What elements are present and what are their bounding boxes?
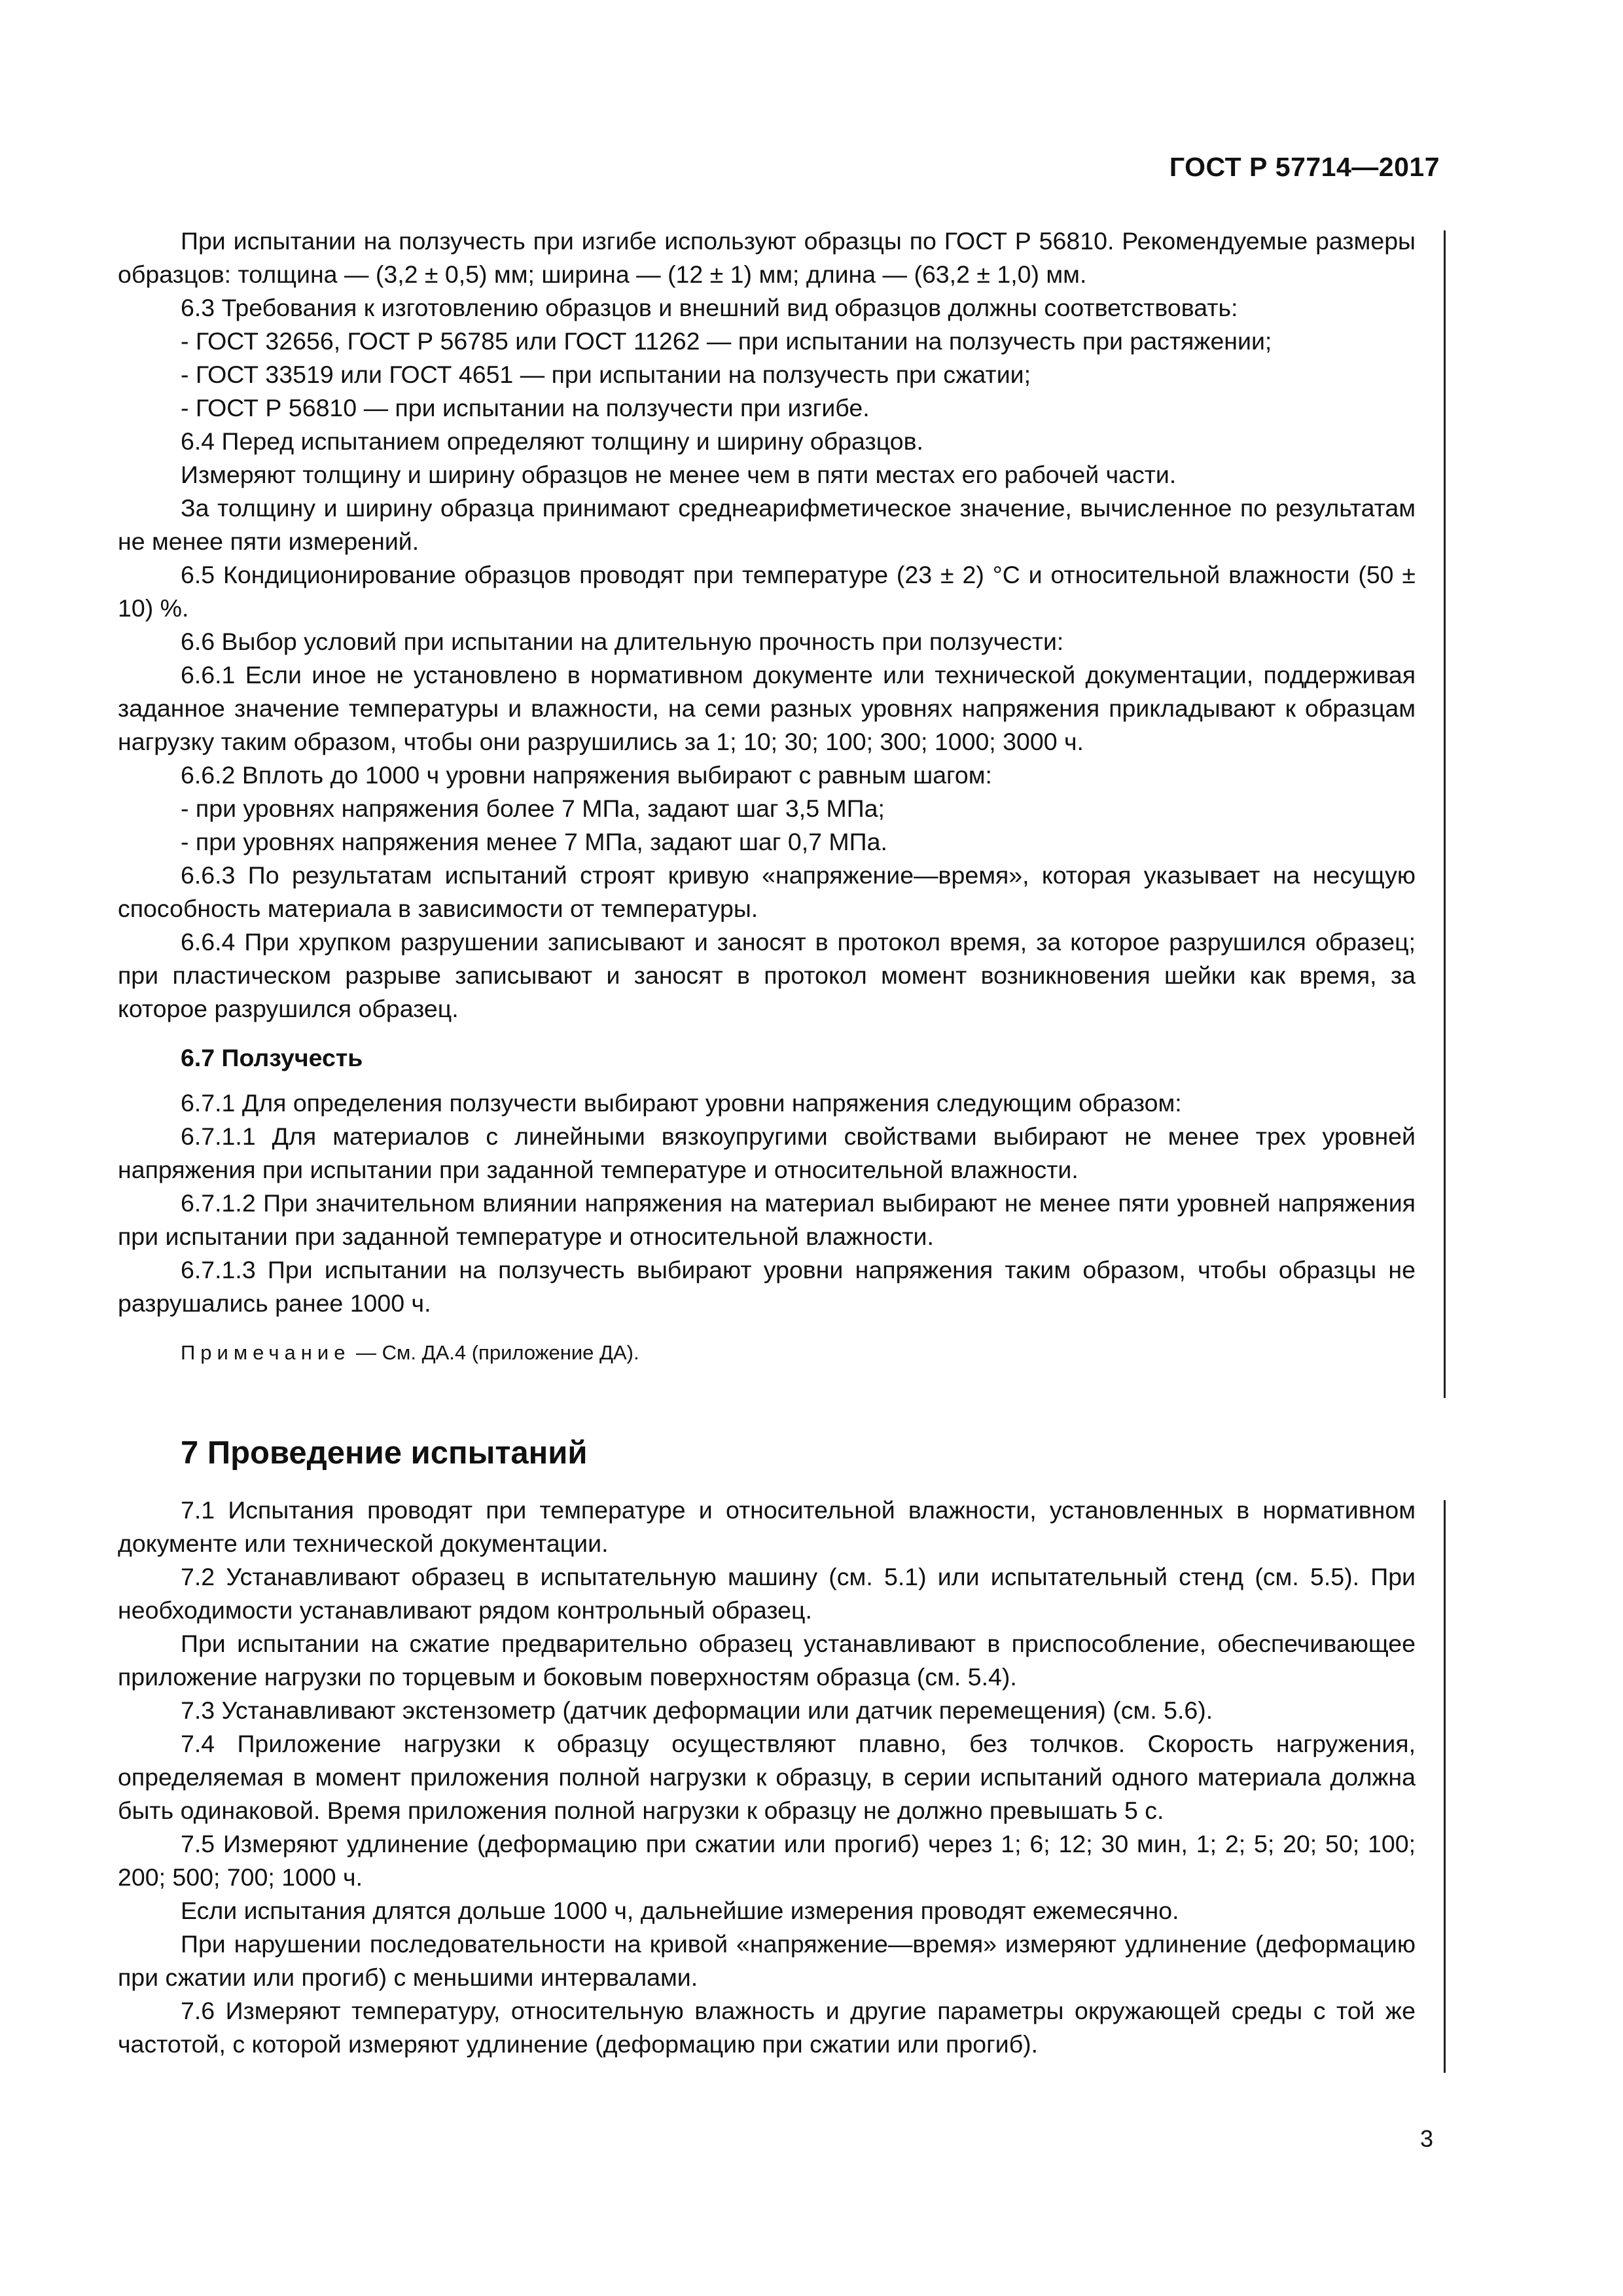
paragraph: - при уровнях напряжения менее 7 МПа, задают шаг 0,7 МПа. — [181, 828, 887, 855]
paragraph: 6.5 Кондиционирование образцов проводят при температуре (23 ± 2) °С и относительной влажности (50 ± 10) %. — [118, 561, 1416, 622]
paragraph: Если испытания длятся дольше 1000 ч, дальнейшие измерения проводят ежемесячно. — [181, 1897, 1179, 1924]
paragraph: 7.3 Устанавливают экстензометр (датчик деформации или датчик перемещения) (см. 5.6). — [181, 1696, 1213, 1724]
paragraph: 6.6.1 Если иное не установлено в нормативном документе или технической документации, поддерживая заданное значение температуры и влажности, на семи разных уровнях напряжения прикладывают к образцам нагрузку таким образом, чтобы они разрушились за 1; 10; 30; 100; 300; 1000; 3000 ч. — [118, 661, 1416, 755]
paragraph: 7.2 Устанавливают образец в испытательную машину (см. 5.1) или испытательный стенд (см. 5.5). При необходимости устанавливают рядом контрольный образец. — [118, 1563, 1416, 1624]
paragraph: - ГОСТ Р 56810 — при испытании на ползучести при изгибе. — [181, 394, 870, 422]
change-bar — [1444, 1500, 1446, 2073]
paragraph: 7.4 Приложение нагрузки к образцу осуществляют плавно, без толчков. Скорость нагружения, определяемая в момент приложения полной нагрузки к образцу, в серии испытаний одного материала должна быть одинаковой. Время приложения полной нагрузки к образцу не должно превышать 5 с. — [118, 1730, 1416, 1824]
page-number: 3 — [1419, 2125, 1433, 2152]
paragraph: При испытании на сжатие предварительно образец устанавливают в приспособление, обеспечивающее приложение нагрузки по торцевым и боковым поверхностям образца (см. 5.4). — [118, 1630, 1416, 1691]
paragraph: За толщину и ширину образца принимают среднеарифметическое значение, вычисленное по результатам не менее пяти измерений. — [118, 494, 1416, 555]
paragraph: 6.7.1.2 При значительном влиянии напряжения на материал выбирают не менее пяти уровней напряжения при испытании при заданной температуре и относительной влажности. — [118, 1189, 1416, 1250]
paragraph: Измеряют толщину и ширину образцов не менее чем в пяти местах его рабочей части. — [181, 461, 1177, 488]
paragraph: - ГОСТ 32656, ГОСТ Р 56785 или ГОСТ 11262 — при испытании на ползучесть при растяжении; — [181, 327, 1272, 355]
paragraph: 6.3 Требования к изготовлению образцов и внешний вид образцов должны соответствовать: — [181, 294, 1238, 321]
note-text: — См. ДА.4 (приложение ДА). — [350, 1341, 639, 1364]
paragraph: 6.7.1 Для определения ползучести выбирают уровни напряжения следующим образом: — [181, 1089, 1182, 1117]
paragraph: 7.6 Измеряют температуру, относительную влажность и другие параметры окружающей среды с той же частотой, с которой измеряют удлинение (деформацию при сжатии или прогиб). — [118, 1997, 1416, 2058]
paragraph: 6.6.3 По результатам испытаний строят кривую «напряжение—время», которая указывает на несущую способность материала в зависимости от температуры. — [118, 861, 1416, 922]
paragraph: 6.6.4 При хрупком разрушении записывают и заносят в протокол время, за которое разрушился образец; при пластическом разрыве записывают и заносят в протокол момент возникновения шейки как время, за которое разрушился образец. — [118, 928, 1416, 1022]
paragraph: При нарушении последовательности на кривой «напряжение—время» измеряют удлинение (деформацию при сжатии или прогиб) с меньшими интервалами. — [118, 1930, 1416, 1991]
paragraph: 6.6 Выбор условий при испытании на длительную прочность при ползучести: — [181, 628, 1064, 655]
clause-6-paragraphs — [118, 224, 1416, 1026]
paragraph: 6.6.2 Вплоть до 1000 ч уровни напряжения выбирают с равным шагом: — [181, 761, 992, 789]
paragraph: 7.5 Измеряют удлинение (деформацию при сжатии или прогиб) через 1; 6; 12; 30 мин, 1; 2; 5; 20; 50; 100; 200; 500; 700; 1000 ч. — [118, 1830, 1416, 1891]
clause-6-7-paragraphs — [118, 1086, 1416, 1320]
paragraph: 7.1 Испытания проводят при температуре и относительной влажности, установленных в нормативном документе или технической документации. — [118, 1496, 1416, 1557]
note-paragraph — [118, 1336, 1416, 1369]
document-code-header: ГОСТ Р 57714—2017 — [1169, 152, 1440, 182]
section-7-paragraphs — [118, 1494, 1416, 2061]
paragraph: 6.7.1.3 При испытании на ползучесть выбирают уровни напряжения таким образом, чтобы образцы не разрушались ранее 1000 ч. — [118, 1256, 1416, 1317]
section-7-heading: 7 Проведение испытаний — [181, 1435, 588, 1471]
paragraph: 6.4 Перед испытанием определяют толщину и ширину образцов. — [181, 427, 923, 455]
subsection-6-7-heading: 6.7 Ползучесть — [181, 1044, 363, 1071]
paragraph: 6.7.1.1 Для материалов с линейными вязкоупругими свойствами выбирают не менее трех уровней напряжения при испытании при заданной температуре и относительной влажности. — [118, 1122, 1416, 1183]
paragraph: - ГОСТ 33519 или ГОСТ 4651 — при испытании на ползучесть при сжатии; — [181, 361, 1031, 388]
paragraph: При испытании на ползучесть при изгибе используют образцы по ГОСТ Р 56810. Рекомендуемые размеры образцов: толщина — (3,2 ± 0,5) мм; ширина — (12 ± 1) мм; длина — (63,2 ± 1,0) мм. — [118, 227, 1416, 288]
change-bar — [1444, 230, 1446, 1398]
note-label: Примечание — [181, 1341, 351, 1364]
section-7-text-block — [118, 1494, 1416, 2061]
clause-6-text-block — [118, 224, 1416, 1369]
paragraph: - при уровнях напряжения более 7 МПа, задают шаг 3,5 МПа; — [181, 795, 885, 822]
